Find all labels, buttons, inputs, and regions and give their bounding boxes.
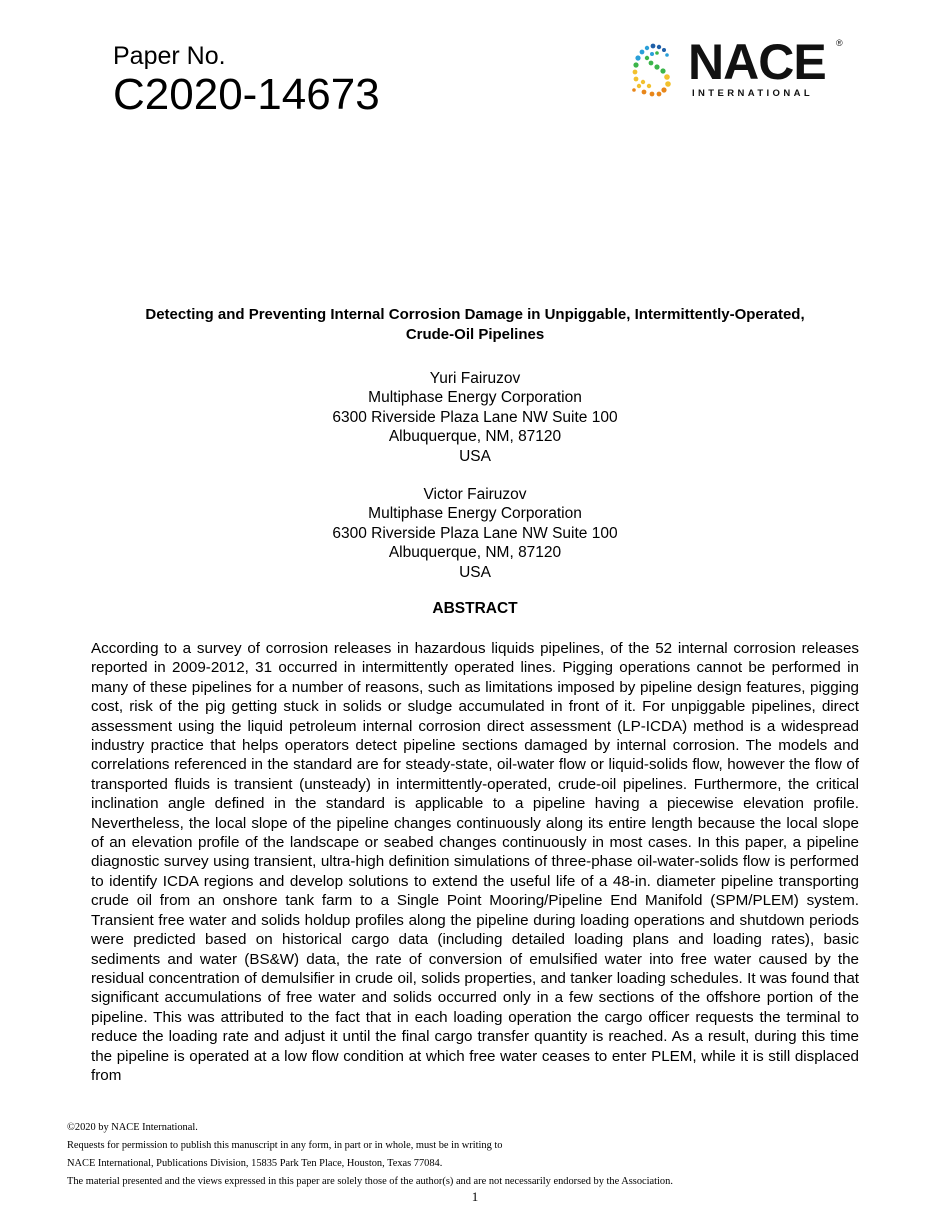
author-country: USA [459, 447, 491, 465]
author-address-line: Albuquerque, NM, 87120 [388, 428, 562, 446]
logo-subtitle: INTERNATIONAL [692, 88, 814, 99]
footer-notice [67, 1119, 673, 1191]
author-country: USA [459, 563, 491, 581]
author-affiliation: Multiphase Energy Corporation [368, 505, 582, 523]
permission-line: NACE International, Publications Division, 15835 Park Ten Place, Houston, Texas 77084. [67, 1158, 443, 1169]
permission-line: Requests for permission to publish this manuscript in any form, in part or in whole, must be in writing to [67, 1140, 503, 1151]
paper-title-line: Crude-Oil Pipelines [405, 325, 545, 343]
abstract-heading: ABSTRACT [432, 600, 518, 617]
paper-number-label: Paper No. [113, 42, 226, 70]
copyright-line: ©2020 by NACE International. [67, 1122, 198, 1133]
logo-brand-text: NACE [688, 34, 826, 90]
paper-title-line: Detecting and Preventing Internal Corrosion Damage in Unpiggable, Intermittently-Operated, [145, 306, 805, 323]
disclaimer-line: The material presented and the views expressed in this paper are solely those of the author(s) and are not necessarily endorsed by the Association. [67, 1176, 673, 1187]
abstract-text: According to a survey of corrosion releases in hazardous liquids pipelines, of the 52 internal corrosion releases reported in 2009-2012, 31 occurred in intermittently operated lines. Pigging operations cannot be performed in many of these pipelines for a number of reasons, such as limitations imposed by pipeline design features, pigging cost, risk of the pig getting stuck in solids or sludge accumulated in front of it. For unpiggable pipelines, direct assessment using the liquid petroleum internal corrosion direct assessment (LP-ICDA) method is a widespread industry practice that helps operators detect pipeline sections damaged by internal corrosion. The models and correlations referenced in the standard are for steady-state, oil-water flow or liquid-solids flow, however the flow of transported fluids is transient (unsteady) in intermittently-operated, crude-oil pipelines. Furthermore, the critical inclination angle defined in the standard is applicable to a pipeline having a piecewise elevation profile. Nevertheless, the local slope of the pipeline changes continuously along its entire length because the local slope of an elevation profile of the landscape or seabed changes continuously in most cases. In this paper, a pipeline diagnostic survey using transient, ultra-high definition simulations of three-phase oil-water-solids flow is performed to identify ICDA regions and develop solutions to extend the useful life of a 48-in. diameter pipeline transporting crude oil from an onshore tank farm to a Single Point Mooring/Pipeline End Manifold (SPM/PLEM) system. Transient free water and solids holdup profiles along the pipeline during loading operations and shutdown periods were predicted based on historical cargo data (including detailed loading plans and loading rates), basic sediments and water (BS&W) data, the rate of conversion of emulsified water into free water caused by the residual concentration of demulsifier in crude oil, solids properties, and tanker loading schedules. It was found that significant accumulations of free water and solids occurred only in a few sections of the offshore portion of the pipeline. This was attributed to the fact that in each loading operation the cargo officer requests the terminal to reduce the loading rate and adjust it until the final cargo transfer quantity is reached. As a result, during this time the pipeline is operated at a low flow condition at which free water ceases to enter PLEM, while it is still displaced from [91, 640, 859, 1084]
author-name: Victor Fairuzov [423, 486, 527, 503]
paper-number-block [113, 42, 380, 119]
nace-dot-swirl-icon [626, 38, 688, 102]
page-number: 1 [471, 1189, 479, 1204]
author-block [90, 485, 860, 582]
author-address-line: 6300 Riverside Plaza Lane NW Suite 100 [332, 524, 618, 542]
paper-number: C2020-14673 [113, 70, 380, 119]
paper-title [90, 305, 860, 344]
registered-mark: ® [836, 38, 843, 48]
author-affiliation: Multiphase Energy Corporation [368, 389, 582, 407]
author-address-line: 6300 Riverside Plaza Lane NW Suite 100 [332, 408, 618, 426]
nace-logo [626, 34, 846, 102]
author-address-line: Albuquerque, NM, 87120 [388, 544, 562, 562]
author-block [90, 369, 860, 466]
author-name: Yuri Fairuzov [429, 370, 521, 387]
